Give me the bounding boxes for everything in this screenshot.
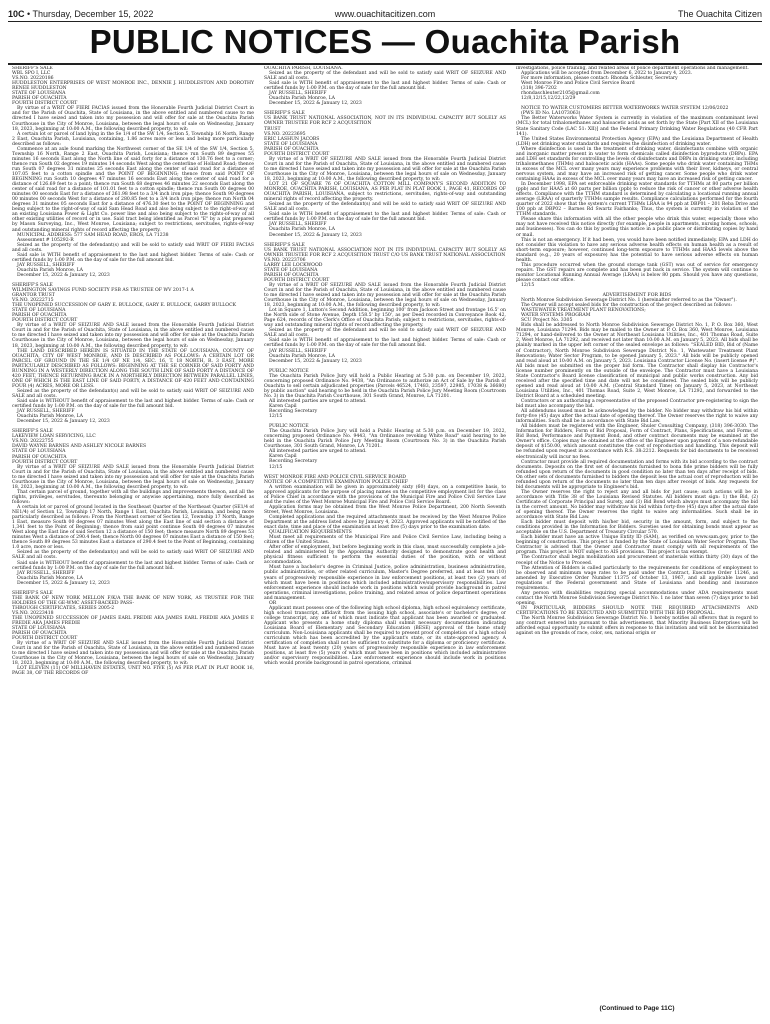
notice-paragraph: Said sale is WITH benefit of appraisement to the last and highest bidder. Terms of sale: Cash or certified funds by 1:00 P.M. on the day of sale for the full amount bid. <box>264 212 506 223</box>
notice-paragraph: Seized as the property of the defendant and will be sold to satisfy said WRIT OF SEIZURE AND SALE and all costs. <box>264 328 506 339</box>
notice-paragraph: 12/15 <box>269 464 283 470</box>
notice-heading-line: LAKEVIEW LOAN SERVICING, LLC <box>12 434 96 440</box>
notice-paragraph: December 15, 2022 & January 12, 2023 <box>17 419 110 425</box>
notice-paragraph: Ouachita Parish Monroe, LA <box>269 353 335 359</box>
notice-paragraph: rhondaschleuter2105@gmail.com <box>521 91 600 97</box>
notice-paragraph: 12/8,12/15,12/22,12/29 <box>521 96 576 102</box>
notice-paragraph: Each bidder must deposit with his/her bid, security in the amount, form, and subject to the conditions provided in the Information for Bidders. Sureties used for obtaining bonds must appear as acceptable on the U.S. Department of Treasury Circular 570. <box>516 520 758 536</box>
notice-paragraph: By virtue of a WRIT OF SEIZURE AND SALE issued from the Honorable Fourth Judicial District Court in and for the Parish of Ouachita, State of Louisiana, in the above entitled and numbered cause to me directed I have seized and taken into my possession and will offer for sale at the Ouachita Parish Courthouse in the City of Monroe, Louisiana, between the legal hours of sale on Wednesday, January 18, 2023, beginning at 10:00 A.M., the following described property, to wit: <box>12 323 254 349</box>
notice-heading-line: VS.NO. 20223418 <box>12 610 54 616</box>
section-title: PUBLIC NOTICES — Ouachita Parish <box>89 23 681 60</box>
notice-paragraph: The North Monroe Subdivision Sewerage District No. 1 hereby notifies all offerors that in regard to any contract entered into pursuant to this advertisement, that Minority Business Enterprises will be afforded equal opportunity to submit offers in response to this invitation and will not be discriminated against on the grounds of race, color, sex, national origin or <box>516 616 758 637</box>
notice-paragraph: QUALIFICATION REQUIREMENTS <box>269 530 352 536</box>
notice-paragraph: December 15, 2022 & January 12, 2023 <box>17 580 110 586</box>
notice-paragraph: In December 1998, EPA set enforceable drinking water standards for TTHMs at 80 parts per billion (ppb) and for HAA5 at 60 parts per billion (ppb) to reduce the risk of cancer or other adverse health effects. Compliance with the TTHM standard is determined by calculating a locational running annual average (LRAA) of quarterly TTHMs sample results. Compliance calculations performed for the fourth quarter of 2022 show that the system's current TTHMs LRAA is 94 ppb at DBP01 – 201 Reba Drive and 100 ppb at DBP02 – Barnes Rd Swartz Fairbanks; Thus, the system is currently in violation of the TTHM standards. <box>516 182 758 218</box>
notice-paragraph: Karen Capil <box>269 454 297 460</box>
issue-date: Thursday, December 15, 2022 <box>32 9 154 19</box>
notice-paragraph: Must meet all requirements of the Municipal Fire and Police Civil Service Law, including being a citizen of the United States. <box>264 535 506 546</box>
notice-paragraph: JAY RUSSELL, SHERIFF <box>17 262 75 268</box>
notice-heading-line: SHERIFF'S SALE <box>264 242 305 248</box>
notice-paragraph: LOT 21 OF SQUARE 76 OF OUACHITA COTTON MILL COMPANY'S SECOND ADDITION TO MONROE, OUACHITA PARISH, LOUISIANA, AS PER PLAT IN PLAT BOOK 1, PAGE 41, RECORDS OF OUACHITA PARISH, LOUISIANA, subject to restrictions, servitudes, rights-of-way and outstanding mineral rights of record affecting the property. <box>264 182 506 203</box>
notice-heading-line: FOURTH DISTRICT COURT <box>12 101 78 107</box>
notice-paragraph: December 15, 2022 & January 12, 2023 <box>269 232 362 238</box>
notice-heading-line: SHERIFF'S SALE <box>12 282 53 288</box>
notice-heading-line: WEST MONROE FIRE AND POLICE CIVIL SERVICE BOARD <box>264 474 406 480</box>
notice-paragraph: Please share this information with all the other people who drink this water, especially those who may not have received this notice directly (for example, people in apartments, nursing homes, schools, and businesses). You can do this by posting this notice in a public place or distributing copies by hand or mail. <box>516 217 758 238</box>
notice-column-2 <box>264 66 506 1002</box>
website-link[interactable]: www.ouachitacitizen.com <box>334 9 436 19</box>
notice-heading-line: PARISH OF OUACHITA <box>12 313 67 319</box>
notice-paragraph: Contractors or an authorizing a representative of the proposed Contractor pre-registering to sign the bid must also accompany the bid. <box>516 399 758 410</box>
notice-heading-line: STATE OF LOUISIANA <box>12 91 66 97</box>
notice-heading-line: FOURTH DISTRICT COURT <box>12 318 78 324</box>
notice-heading-line: FOURTH DISTRICT COURT <box>12 459 78 465</box>
notice-heading-line: PARISH OF OUACHITA <box>264 146 319 152</box>
notice-paragraph: Seized as the property of the defendant(s) and will be sold to satisfy said WRIT OF FIERI FACIAS and all costs. <box>12 242 254 253</box>
notice-heading-line: LARRY LEE LOCKWOOD <box>264 262 323 268</box>
notice-paragraph: (PWS ID No. LA1073063) <box>521 111 581 117</box>
notice-heading-line: SHERIFF'S SALE <box>12 590 53 596</box>
notice-paragraph: Said sale is WITHOUT benefit of appraisement to the last and highest bidder. Terms of sale: Cash or certified funds by 1:00 P.M. on the day of sale for the full amount bid. <box>12 560 254 571</box>
notice-paragraph: North Monroe Subdivision Sewerage District No. 1 (hereinafter referred to as the "Owner"). <box>521 298 737 304</box>
notice-paragraph: JAY RUSSELL, SHERIFF <box>269 348 327 354</box>
paper-name: The Ouachita Citizen <box>677 9 762 19</box>
notice-heading-line: US BANK TRUST NATIONAL ASSOCIATION NOT IN ITS INDIVIDUAL CAPACITY BUT SOLELY AS OWNER TRUSTEE FOR RCF 2 ACQUISITION TRUST C/O US BANK TRUST NATIONAL ASSOCIATION <box>264 247 506 258</box>
notice-paragraph: LOT ELEVEN (11) OF MILLHAVEN ESTATES, UNIT NO. FIVE (5) AS PER PLAT IN PLAT BOOK 16, PAGE 38, OF THE RECORDS OF <box>12 666 254 677</box>
notice-paragraph: MUNICIPAL ADDRESS: 577 SAM HEAD ROAD, EROS, LA 71238 <box>17 232 169 238</box>
notice-paragraph: Where disinfection is used in the treatment of drinking water, disinfectants combine with organic and inorganic matter present in water to form chemicals called disinfection byproducts (DBPs). EPA and LDH set standards for controlling the levels of disinfectants and DBPs in drinking water, including trihalomethanes (THMs) and haloacetic acids (HAAs). Some people who drink water containing THMs in excess of the MCL over many years may experience problems with their liver, kidneys, or central nervous system, and may have an increased risk of getting cancer. Some people who drink water containing HAAs in excess of the MCL over many years may have an increased risk of getting cancer. <box>516 146 758 182</box>
notice-heading-line: WBL SPO I, LLC <box>12 71 51 77</box>
notice-paragraph: SCU Project No. 3305 <box>521 318 573 324</box>
notice-paragraph: Completed applications and the required attachments must be received by the West Monroe Police Department at the address listed above by January 4, 2023. Approved applicants will be notified of the exact date, time and place of the examination at least five (5) days prior to the examination date. <box>264 514 506 531</box>
notice-paragraph: Seized as the property of the defendant(s) and will be sold to satisfy said WRIT OF SEIZURE AND SALE and all costs. <box>12 550 254 561</box>
notice-paragraph: West Monroe Fire and Police Civil Service Board <box>521 81 635 87</box>
notice-heading-line: STATE OF LOUISIANA <box>264 267 318 273</box>
notice-paragraph: The Contractor shall begin mobilization and procurement of materials within thirty (30) days of the receipt of the Notice to Proceed. <box>516 555 758 566</box>
notice-paragraph: PUBLIC NOTICE <box>269 368 309 374</box>
notice-paragraph: IN PARTICULAR, BIDDERS SHOULD NOTE THE REQUIRED ATTACHMENTS AND CERTIFICATIONS TO BE EXECUTED AND SUBMITTED WITH THE BID PROPOSAL. <box>516 605 758 616</box>
notice-paragraph: OUACHITA PARISH, LOUISIANA. <box>264 66 343 71</box>
notice-paragraph: By virtue of a WRIT OF SEIZURE AND SALE issued from the Honorable Fourth Judicial District Court in and for the Parish of Ouachita, State of Louisiana, in the above entitled and numbered cause to me directed I have seized and taken into my possession and will offer for sale at the Ouachita Parish Courthouse in the City of Monroe, Louisiana, between the legal hours of sale on Wednesday, January 18, 2023, beginning at 10:00 A.M., the following described property, to wit: <box>264 282 506 309</box>
notice-paragraph: Said sale is WITH benefit of appraisement to the last and highest bidder. Terms of sale: Cash or certified funds by 1:00 P.M. on the day of sale for the full amount bid. <box>12 252 254 263</box>
notice-paragraph: Ouachita Parish Monroe, LA <box>17 575 83 581</box>
title-rule <box>8 63 762 65</box>
notice-paragraph: JAY RUSSELL, SHERIFF <box>17 570 75 576</box>
notice-paragraph: Recording Secretary <box>269 409 318 415</box>
notice-paragraph: Said sale is WITH benefit of appraisement to the last and highest bidder. Terms of sale: Cash or certified funds by 1:00 P.M. on the day of sale for the full amount bid. <box>264 81 506 92</box>
notice-paragraph: JAY RUSSELL, SHERIFF <box>269 91 327 97</box>
notice-heading-line: THROUGH CERTIFICATES, SERIES 2005-2 <box>12 605 115 611</box>
notice-paragraph: Ouachita Parish Monroe, LA <box>269 96 335 102</box>
notice-paragraph: The Owner reserves the right to reject any and all bids for just cause; such actions will be in accordance with Title 38 of the Louisiana Revised Statutes. All bidders must sign: 1) the Bid, (2) Certificate of Corporate Principal and Surety, and (3) Bid Bond which always must accompany the bid in the correct amount. No bidder may withdraw his bid within forty-five (45) days after the actual date of opening thereof. The Owner reserves the right to waive any informalities. Such shall be in accordance with State Bid Law. <box>516 489 758 521</box>
notice-paragraph: Applications will be accepted from December 6, 2022 to January 4, 2023. <box>521 71 693 77</box>
notice-paragraph: By virtue of a WRIT OF FIERI FACIAS issued from the Honorable Fourth Judicial District Court in and for the Parish of Ouachita, State of Louisiana, in the above entitled and numbered cause to me directed I have seized and taken into my possession and will offer for sale at the Ouachita Parish Courthouse in the City of Monroe, Louisiana, between the legal hours of sale on Wednesday, January 18, 2023, beginning at 10:00 A.M., the following described property, to wit: <box>12 106 254 132</box>
notice-heading-line: GRANTOR TRUST <box>12 293 55 299</box>
notice-paragraph: Bids shall be addressed to North Monroe Subdivision Sewerage District No. 1, P. O. Box 360, West Monroe, Louisiana 71294. Bids may be mailed to the Owner at P. O. Box 360, West Monroe, Louisiana 71294, or hand-delivered to the Owner at Northeast Louisiana Utilities, Inc., 401 Thomas Road, Suite 2, West Monroe, LA 71292, and received not later than 10:00 A.M. on January 5, 2023. All bids shall be plainly marked in the upper left corner of the sealed envelope as follows: "SEALED BID, Bid of (Name of Contractor), North Monroe Subdivision Sewerage District No. 1, Wastewater Treatment Plant Renovations; Water Sector Program, to be opened January 5, 2023." All bids will be publicly opened and read aloud at 10:00 A.M. on January 5, 2023. Louisiana Contractor License No. (insert license #)". All bids must be submitted on the proper bid form. The Contractor shall display his Contractor's license number prominently on the outside of the envelope. The Contractor must have a Louisiana State Contractor's Board license classification of municipal and public works construction. Any bid received after the specified time and date will not be considered. The sealed bids will be publicly opened and read aloud at 10:00 A.M. (Central Standard Time) on January 5, 2023, at Northeast Louisiana Utilities, Inc., 401 Thomas Road, Suite 2, West Monroe, LA 71292, and forwarded to the District Board at a scheduled meeting. <box>516 323 758 399</box>
notice-paragraph: NOTICE TO WATER CUSTOMERS BETTER WATERWORKS WATER SYSTEM 12/06/2022 <box>521 106 729 112</box>
notice-paragraph: By virtue of a WRIT OF SEIZURE AND SALE issued from the Honorable Fourth Judicial District Court in and for the Parish of Ouachita, State of Louisiana, in the above entitled and numbered cause to me directed I have seized and taken into my possession and will offer for sale at the Ouachita Parish Courthouse in the City of Monroe, Louisiana, between the legal hours of sale on Wednesday, January 18, 2023, beginning at 10:00 A.M., the following described property, to wit: <box>12 464 254 490</box>
notice-heading-line: NOTICE OF A COMPETITIVE EXAMINATION POLICE CHIEF <box>264 479 408 485</box>
notice-heading-line: VS.NO. 20222755 <box>12 439 54 445</box>
notice-paragraph: This procedure occurred when the ground storage tank (GST) was out of service for emergency repairs. The GST repairs are complete and has been put back in service. The system will continue to monitor Locational Running Annual Average (LRAA) is below 80 ppm. Should you have any questions, please contact our office. <box>516 262 758 283</box>
notice-paragraph: All addendums issued must be acknowledged by the bidder. No bidder may withdraw his bid within forty-five (45) days after the actual date of opening thereof. The Owner reserves the right to waive any informalities. Such shall be in accordance with State Bid Law. <box>516 409 758 425</box>
notice-paragraph: The Ouachita Parish Police Jury will hold a Public Hearing at 5:30 p.m. on December 19, 2022, concerning proposed Ordinance No. 9438, "An Ordinance to authorize an Act of Sale by the Parish of Ouachita to sell certain adjudicated properties (Parcels 46524, 17483, 23597, 22985, 17038 & 36680) by public auction" said hearing to be held in the Ouachita Parish Police Jury Meeting Room (Courtroom No. 3) in the Ouachita Parish Courthouse, 301 South Grand, Monroe, LA 71201. <box>264 373 506 399</box>
notice-paragraph: That certain parcel of ground, together with all the buildings and improvements thereon, and all the rights, privileges, servitudes, thereunto belonging or anywise appertaining, more fully described as follows: <box>12 489 254 505</box>
notice-heading-line: STATE OF LOUISIANA <box>12 626 66 632</box>
notice-paragraph: All interested parties are urged to attend. <box>269 449 367 455</box>
notice-paragraph: OR <box>269 600 277 606</box>
notice-paragraph: Recording Secretary <box>269 459 318 465</box>
notice-paragraph: WASTEWATER TREATMENT PLANT RENOVATIONS; <box>521 308 646 314</box>
notice-paragraph: Said sale is WITHOUT benefit of appraisement to the last and highest bidder. Terms of sale: Cash or certified funds by 1:00 P.M. on the day of sale for the full amount bid. <box>12 399 254 410</box>
notice-paragraph: Lot in Square 1, Lutton's Second Addition, beginning 100' from Jackson Street and frontage 16.5' on the North side of Stone Avenue, Depth 158.5' by 150', as per Deed recorded in Conveyance Book 42, Page 624, records of the Clerk's Office of Ouachita Parish; subject to restrictions, servitudes, rights-of-way and outstanding mineral rights of record affecting the property. <box>264 308 506 329</box>
notice-paragraph: A certain lot or parcel of land lying in the Se 1/4 of the SW 1/4, Section 5, Township 16 North, Range 2 East, Ouachita Parish, Louisiana, containing, 1.86 acres more or less and being more particularly described as follows: <box>12 131 254 147</box>
notice-paragraph: Assessment # 105292-R <box>17 237 74 243</box>
notice-heading-line: US BANK TRUST NATIONAL ASSOCIATION, NOT IN ITS INDIVIDUAL CAPACITY BUT SOLELY AS OWNER TRUSTEE FOR RCF 2 ACQUISITION <box>264 116 506 127</box>
notice-paragraph: All interested parties are urged to attend. <box>269 398 367 404</box>
notice-heading-line: FOURTH DISTRICT COURT <box>12 636 78 642</box>
notice-paragraph: The Attention of Bidders is called particularly to the requirements for conditions of employment to be observed and minimum wage rates to be paid under the Contract, Executive Order 11246, as amended by Executive Order Number 11375 of October 13, 1967, and all applicable laws and regulations of the Federal government and State of Louisiana and bonding and insurance requirements. <box>516 565 758 591</box>
notice-paragraph: Applicant must possess one of the following high school diploma, high school equivalency certificate, high school transcript, affidavit from the issuing high school, associate's or bachelor's degree, or college transcript, any one of which must indicate that applicant has been awarded or graduated. Applicant who presents a home study diploma shall submit necessary documentation indicating Louisiana Board of Elementary and Secondary Education (BESE) approval of the home study curriculum. Non-Louisiana applicants shall be required to present proof of completion of a high school curriculum which has been accredited by the applicant's state, or its state-approved agency. A certification of completion shall not be sufficient to substitute for a diploma or proficiency certificate. Must have at least twenty (20) years of progressively responsible experience in law enforcement positions, at least five (5) years of which must have been in positions which included administrative and/or supervisory responsibilities. Law enforcement experience should include work in positions which would provide background in patrol operations, criminal <box>264 605 506 667</box>
notice-paragraph: Contractor must provide all required documentation and forms with its bid according to the contract documents. Deposits on the first set of documents furnished to bona fide prime bidders will be fully refunded upon return of the documents in good condition no later than ten days after receipt of bids. On other sets of documents furnished to bidders the deposit less the actual cost of reproduction will be refunded upon return of the documents no later than ten days after receipt of bids. Any requests for bid documents will be appropriate to Engineer's bid. <box>516 459 758 490</box>
notice-paragraph: Seized as the property of the defendant(s) and will be sold to satisfy said WRIT OF SEIZURE AND SALE and all costs. <box>264 202 506 213</box>
notice-paragraph: Must have a bachelor's degree in Criminal Justice, police administration, business administration, public administration, or other related curriculum, Master's Degree preferred, and at least ten (10) years of progressively responsible experience in law enforcement positions, at least two (2) years of which must have been in positions which included administrative/supervisory responsibilities. Law enforcement experience should include work in positions which would provide background in patrol operations, criminal investigations, police training, and related areas of police department operations and management. <box>264 565 506 601</box>
notice-column-1 <box>12 66 254 1002</box>
notice-paragraph: Each bidder must have an active Unique Entity ID (SAM), as verified on www.sam.gov, prior to the beginning of construction. This project is funded by the State of Louisiana Water Sector Program. The Contractor is advised that the Owner and Contractor must comply with all requirements of the program. This project is NOT subject to AIS provisions. This project is tax exempt. <box>516 535 758 556</box>
notice-paragraph: Seized as the property of the defendant and will be sold to satisfy said WRIT OF SEIZURE AND SALE and all costs. <box>264 71 506 82</box>
notice-paragraph: After offer of employment, but before beginning work in this class, must successfully complete a job-related and administered by the Appointing Authority designed to demonstrate good health and physical fitness sufficient to perform the essential duties of the position, with or without accommodation. <box>264 545 506 566</box>
notice-column-3 <box>516 66 758 1002</box>
notice-paragraph: December 15, 2022 & January 12, 2023 <box>269 101 362 107</box>
notice-heading-line: SHERIFF'S SALE <box>12 429 53 435</box>
notice-paragraph: Application forms may be obtained from the West Monroe Police Department, 200 North Seventh Street, West Monroe, Louisiana. <box>264 504 506 515</box>
notice-heading-line: FOURTH DISTRICT COURT <box>264 277 330 283</box>
notice-heading-line: STATE OF LOUISIANA <box>12 449 66 455</box>
notice-heading-line: ERIC LASHUN JACOBS <box>264 136 320 142</box>
notice-paragraph: ADVERTISEMENT FOR BIDS <box>602 293 672 299</box>
notice-paragraph: Ouachita Parish Monroe, LA <box>17 414 83 420</box>
notice-paragraph: December 15, 2022 & January 12, 2023 <box>269 358 362 364</box>
notice-heading-line: SHERIFF'S SALE <box>12 66 53 71</box>
notice-paragraph: The Owner will accept sealed bids for the construction of the project described as follows: <box>521 303 732 309</box>
notice-heading-line: HUDDLESTON ENTERPRISES OF WEST MONROE INC., DENNIE J. HUDDLESTON AND DOROTHY RENEE HUDDLESTON <box>12 81 254 92</box>
notice-heading-line: STATE OF LOUISIANA <box>12 308 66 314</box>
notice-heading-line: SHERIFF'S SALE <box>264 111 305 117</box>
page-header <box>8 8 762 22</box>
notice-paragraph: The United States Environmental Protection Agency (EPA) and the Louisiana Department of Health (LDH) set drinking water standards and requires the disinfection of drinking water. <box>516 136 758 147</box>
notice-paragraph: All bidders must be registered with the Engineer, Shuler Consulting Company, (318) 396-3030. The Information for Bidders, Form of Bid Proposal, Form of Contract, Plans, Specifications, and Forms of Bid Bond, Performance and Payment Bond, and other contract documents may be examined at the Owner's office. Copies may be obtained at the office of the Engineer upon payment of a non-refundable deposit of $150.00, which amount constitutes the cost of reproduction and handling. This deposit will be refunded upon request in accordance with R.S. 38:2212. Requests for bid documents to be received electronically will incur no fees. <box>516 424 758 460</box>
notice-paragraph: Any person with disabilities requiring special accommodations under ADA requirements must contact the North Monroe Subdivision Sewerage District No. 1 no later than seven (7) days prior to bid opening. <box>516 590 758 606</box>
notice-paragraph: investigations, police training, and related areas of police department operations and management. <box>516 66 749 71</box>
notice-heading-line: VS.NO. 20223695 <box>264 131 306 137</box>
notice-paragraph: THE LAND DESCRIBED HEREIN IS SITUATED IN THE STATE OF LOUISIANA, COUNTY OF OUACHITA, CITY OF WEST MONROE, AND IS DESCRIBED AS FOLLOWS: A CERTAIN LOT OR PARCEL OF GROUND IN THE SE 1/4 OF NE 1/4, SEC. 16, T. 18 NORTH, R. 3 EAST, MORE PARTICULARLY DESCRIBED AS FOLLOWS: BEGINNING AT THE SE CORNER OF SAID FORTY AND RUNNING IN A WESTERLY DIRECTION ALONG THE SOUTH LINE OF SAID FORTY A DISTANCE OF 420 FEET, THENCE RETURNING BACK IN A NORTHERLY DIRECTION BETWEEN PARALLEL LINES, ONE OF WHICH IS THE EAST LINE OF SAID FORTY, A DISTANCE OF 420 FEET AND CONTAINING FOUR (4) ACRES, MORE OR LESS. <box>12 348 254 389</box>
notice-heading-line: PARISH OF OUACHITA <box>12 96 67 102</box>
notice-paragraph: The Better Waterworks Water System is currently in violation of the maximum contaminant level (MCL) for total trihalomethanes and haloacetic acids as set forth by the State [Part XII of the Louisiana State Sanitary Code (LAC 51: XII)] and the Federal Primary Drinking Water Regulations (40 CFR Part 141). <box>516 116 758 137</box>
notice-paragraph: JAY RUSSELL, SHERIFF <box>269 222 327 228</box>
notice-paragraph: PUBLIC NOTICE <box>269 424 309 430</box>
notice-heading-line: THE UNOPENED SUCCESSION OF JAMES EARL FREDIE AKA JAMES EARL FREDIE AKA JAMES E FREDIE AKA JAMES FREDIE <box>12 615 254 627</box>
notice-paragraph: JAY RUSSELL, SHERIFF <box>17 409 75 415</box>
notice-paragraph: Commence at an axle found marking the Northwest corner of the SE 1/4 of the SW 1/4, Section 5, Township 16 North, Range 2 East, Ouachita Parish, Louisiana; thence run South 89 degrees 55 minutes 16 seconds East along the North line of said forty for a distance of 130.76 feet to a corner; thence run South 02 degrees 19 minutes 14 seconds West along the centerline of Holland Road; thence run South 07 degrees 31 minutes 25 seconds East along the center of said road for a distance of 107.05 feet to a cotton spindle and the POINT OF BEGINNING; thence from said POINT OF BEGINNING run South 10 degrees 47 minutes 16 seconds East along the center of said road for a distance of 126.69 feet to a point; thence run South 68 degrees 46 minutes 22 seconds East along the center of said road for a distance of 101.01 feet to a cotton spindle; thence run South 00 degrees 00 minutes 00 seconds East for a distance of 261.98 feet to a 3/4 inch iron pipe; thence South 90 degrees 00 minutes 00 seconds West for a distance of 280.85 feet to a 3/4 inch iron pipe; thence run North 04 degrees 31 minutes 05 seconds East for a distance of 476.30 feet to the POINT OF BEGINNING and being subject to the right-of-way of said Sam Head Road and also being subject to the right-of-way of an existing Louisiana Power & Light Co. power line and also being subject to the rights-of-way of all other existing utilities of record or in use. Said tract being identified as Parcel "E" by a plat prepared by Mason Surveying, Inc., West Monroe, Louisiana; subject to restrictions, servitudes, rights-of-way and outstanding mineral rights of record affecting the property. <box>12 146 254 233</box>
notice-heading-line: VS.NO. 20222715 <box>12 298 54 304</box>
notice-heading-line: WILMINGTON SAVINGS FUND SOCIETY FSB AS TRUSTEE OF WV 2017-1 A <box>12 288 194 294</box>
notice-heading-line: PARISH OF OUACHITA <box>12 631 67 637</box>
notice-paragraph: 12/15 <box>521 282 535 288</box>
notice-heading-line: DAVID WAYNE BARNES AND ASHLEY NICOLE BARNES <box>12 444 147 450</box>
notice-heading-line: FOURTH DISTRICT COURT <box>264 151 330 157</box>
notice-paragraph: Karen Capil <box>269 404 297 409</box>
notice-paragraph: For more information, please contact: Rhonda Schleuter, Secretary <box>521 76 678 82</box>
notice-paragraph: Said sale is WITH benefit of appraisement to the last and highest bidder. Terms of sale: Cash or certified funds by 1:00 P.M. on the day of sale for the full amount bid. <box>264 338 506 349</box>
notice-heading-line: VS.NO. 20220186 <box>12 76 54 82</box>
page-info: 10C • Thursday, December 15, 2022 <box>8 9 154 19</box>
notice-paragraph: WATER SYSTEMS PROGRAM <box>521 313 591 319</box>
notice-paragraph: This is not an emergency. If it had been, you would have been notified immediately. EPA and LDH do not consider this violation to have any serious adverse health effects on human health as a result of short-term exposure; however, continued long-term exposure to TTHMs and HAA5 levels above the standard (e.g., 20 years of exposure) has the potential to have serious adverse effects on human health. <box>516 237 758 263</box>
notice-paragraph: The Ouachita Parish Police Jury will hold a Public Hearing at 5:30 p.m. on December 19, 2022, concerning proposed Ordinance No. 9443, "An Ordinance revoking White Road" said hearing to be held in the Ouachita Parish Police Jury Meeting Room (Courtroom No. 3) in the Ouachita Parish Courthouse, 301 South Grand, Monroe, LA 71201. <box>264 429 506 450</box>
notice-heading-line: THE BANK OF NEW YORK MELLON F/K/A THE BANK OF NEW YORK, AS TRUSTEE FOR THE HOLDERS OF THE GE-WMC ASSET-BACKED PASS- <box>12 595 254 606</box>
notice-paragraph: December 15, 2022 & January 12, 2023 <box>17 272 110 278</box>
notice-paragraph: A written examination will be given in approximately sixty (60) days, on a competitive basis, to approved applicants for the purpose of placing names on the competitive employment list for the class of Police Chief in accordance with the provisions of the Municipal Fire and Police Civil Service Law and the rules of the West Monroe Municipal Fire and Police Civil Service Board. <box>264 484 506 505</box>
notice-paragraph: Ouachita Parish Monroe, LA <box>269 227 335 233</box>
page-number: 10C <box>8 9 25 19</box>
notice-heading-line: VS.NO. 20223706 <box>264 257 306 263</box>
notice-paragraph: 12/15 <box>269 414 283 420</box>
notice-paragraph: Seized as the property of the defendant(s) and will be sold to satisfy said WRIT OF SEIZURE AND SALE and all costs. <box>12 388 254 399</box>
notice-heading-line: PARISH OF OUACHITA <box>12 454 67 460</box>
notice-paragraph: A certain lot or parcel of ground located in the Southeast Quarter of the Northeast Quarter (SE1/4 of NE1/4) of Section 12, Township 17 North, Range 1 East, Ouachita Parish, Louisiana, and being more particularly described as follows: From the Northeast corner of Section 12, Township 17 North, Range 1 East, measure South 00 degrees 07 minutes West along the East line of said section a distance of 1,341 feet to the Point of Beginning; thence from said point continue South 00 degrees 07 minutes West along the East line of said Section 12 a distance of 150 feet; thence measure North 89 degrees 53 minutes West a distance of 290.4 feet; thence North 00 degrees 07 minutes East a distance of 150 feet; thence South 89 degrees 53 minutes East a distance of 290.4 feet to the Point of Beginning, containing 1.0 acre, more or less. <box>12 504 254 551</box>
continued-note: (Continued to Page 11C) <box>599 1005 675 1012</box>
notice-heading-line: PARISH OF OUACHITA <box>264 272 319 278</box>
notice-paragraph: By virtue of a WRIT OF SEIZURE AND SALE issued from the Honorable Fourth Judicial District Court in and for the Parish of Ouachita, State of Louisiana, in the above entitled and numbered cause to me directed I have seized and taken into my possession and will offer for sale at the Ouachita Parish Courthouse in the City of Monroe, Louisiana, between the legal hours of sale on Wednesday, January 18, 2023, beginning at 10:00 A.M., the following described property, to wit: <box>264 156 506 182</box>
notice-paragraph: By virtue of a WRIT OF SEIZURE AND SALE issued from the Honorable Fourth Judicial District Court in and for the Parish of Ouachita, State of Louisiana, in the above entitled and numbered cause to me directed I have seized and taken into my possession and will offer for sale at the Ouachita Parish Courthouse in the City of Monroe, Louisiana, between the legal hours of sale on Wednesday, January 18, 2023, beginning at 10:00 A.M., the following described property, to wit: <box>12 641 254 667</box>
notice-paragraph: (318) 396-7202 <box>521 86 557 92</box>
notice-heading-line: THE UNOPENED SUCCESSION OF GARY E. BULLOCK, GARY E. BULLOCK, GARRY BULLOCK <box>12 303 237 309</box>
notice-heading-line: STATE OF LOUISIANA <box>264 141 318 147</box>
notice-heading-line: TRUST <box>264 126 281 132</box>
notice-paragraph: Ouachita Parish Monroe, LA <box>17 267 83 273</box>
